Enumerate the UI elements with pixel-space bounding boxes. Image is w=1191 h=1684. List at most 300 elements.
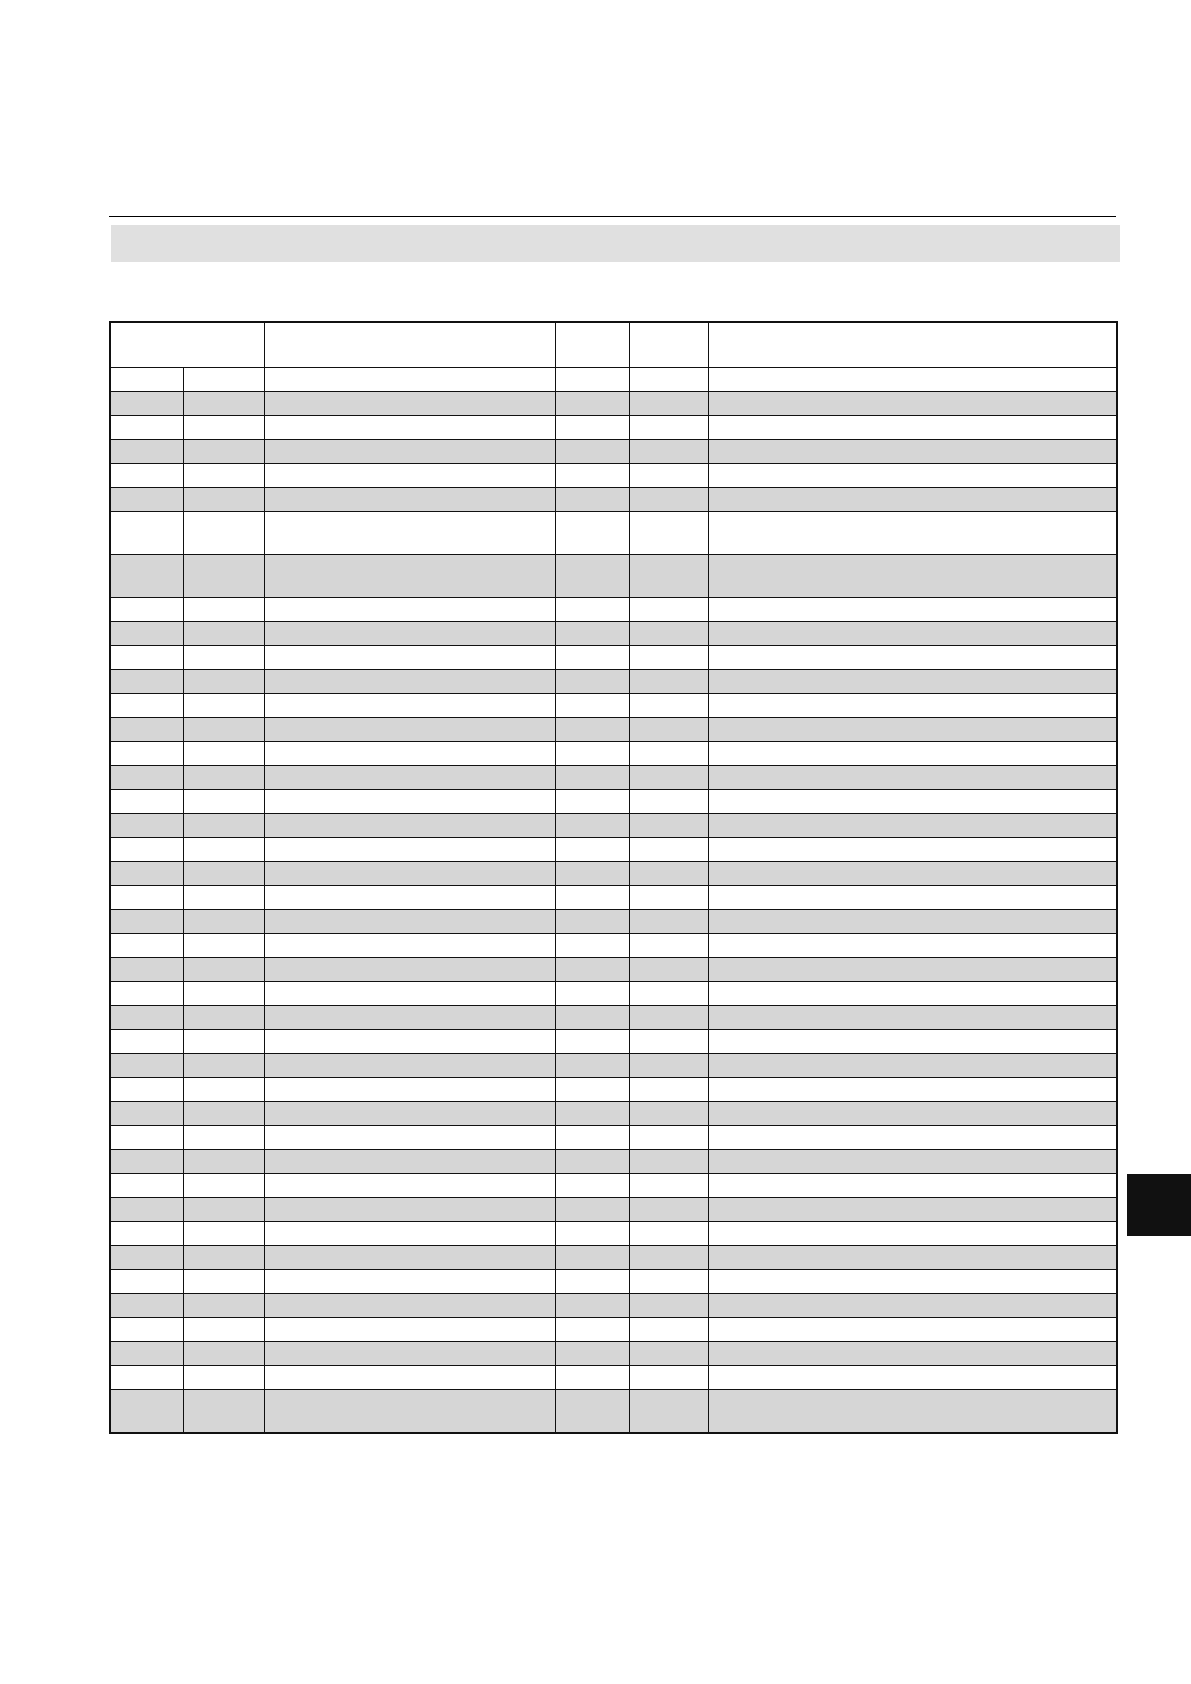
table-cell [555, 1390, 629, 1434]
table-cell [708, 598, 1117, 622]
table-cell [629, 838, 708, 862]
table-cell [264, 718, 555, 742]
table-cell [264, 1246, 555, 1270]
table-row [110, 694, 1117, 718]
table-row [110, 1150, 1117, 1174]
table-cell [555, 958, 629, 982]
table-cell [708, 838, 1117, 862]
table-cell [629, 1222, 708, 1246]
table-cell [264, 416, 555, 440]
table-cell [708, 1222, 1117, 1246]
data-table [109, 321, 1118, 1434]
table-cell [110, 1102, 183, 1126]
table-cell [110, 982, 183, 1006]
table-cell [183, 1342, 264, 1366]
table-cell [110, 1198, 183, 1222]
table-cell [183, 958, 264, 982]
table-cell [110, 1270, 183, 1294]
table-cell [110, 368, 183, 392]
table-cell [264, 1078, 555, 1102]
table-cell [183, 440, 264, 464]
table-cell [110, 742, 183, 766]
table-row [110, 512, 1117, 555]
table-row [110, 416, 1117, 440]
table-row [110, 934, 1117, 958]
table-cell [183, 694, 264, 718]
table-row [110, 1078, 1117, 1102]
table-cell [110, 512, 183, 555]
table-cell [110, 416, 183, 440]
table-cell [555, 766, 629, 790]
table-cell [183, 1150, 264, 1174]
table-row [110, 622, 1117, 646]
table-row [110, 1390, 1117, 1434]
table-cell [183, 1030, 264, 1054]
table-cell [629, 886, 708, 910]
table-cell [183, 1270, 264, 1294]
table-cell [110, 1342, 183, 1366]
table-row [110, 392, 1117, 416]
table-cell [555, 1318, 629, 1342]
table-cell [555, 670, 629, 694]
table-cell [555, 1222, 629, 1246]
table-cell [708, 742, 1117, 766]
top-rule [109, 216, 1116, 217]
table-cell [708, 1366, 1117, 1390]
table-row [110, 1246, 1117, 1270]
table-cell [708, 982, 1117, 1006]
table-cell [264, 646, 555, 670]
table-cell [264, 440, 555, 464]
table-row [110, 440, 1117, 464]
table-cell [629, 910, 708, 934]
table-cell [708, 910, 1117, 934]
table-cell [264, 1270, 555, 1294]
table-cell [555, 1078, 629, 1102]
table-row [110, 1270, 1117, 1294]
table-cell [264, 790, 555, 814]
table-cell [183, 1126, 264, 1150]
table-cell [264, 488, 555, 512]
table-cell [629, 512, 708, 555]
table-cell [264, 392, 555, 416]
table-cell [708, 1030, 1117, 1054]
table-cell [264, 1006, 555, 1030]
table-cell [555, 982, 629, 1006]
table-row [110, 598, 1117, 622]
table-body [110, 368, 1117, 1434]
table-cell [183, 766, 264, 790]
table-cell [110, 392, 183, 416]
table-cell [708, 886, 1117, 910]
table-row [110, 718, 1117, 742]
table-cell [708, 512, 1117, 555]
table-cell [629, 718, 708, 742]
table-cell [183, 670, 264, 694]
table-cell [555, 555, 629, 598]
table-cell [110, 958, 183, 982]
table-cell [629, 766, 708, 790]
table-cell [264, 368, 555, 392]
table-cell [629, 1078, 708, 1102]
table-row [110, 1054, 1117, 1078]
table-cell [555, 416, 629, 440]
table-cell [264, 910, 555, 934]
table-cell [708, 1054, 1117, 1078]
table-cell [183, 392, 264, 416]
table-cell [264, 598, 555, 622]
table-cell [110, 1174, 183, 1198]
table-cell [629, 598, 708, 622]
table-cell [110, 1078, 183, 1102]
table-cell [183, 886, 264, 910]
table-cell [708, 1150, 1117, 1174]
table-row [110, 886, 1117, 910]
table-cell [183, 512, 264, 555]
table-cell [708, 555, 1117, 598]
table-cell [555, 1102, 629, 1126]
table-cell [629, 862, 708, 886]
table-cell [555, 1366, 629, 1390]
table-cell [183, 742, 264, 766]
table-cell [629, 1054, 708, 1078]
table-cell [629, 1270, 708, 1294]
table-cell [183, 838, 264, 862]
table-cell [183, 1222, 264, 1246]
table-row [110, 1318, 1117, 1342]
table-cell [555, 1270, 629, 1294]
table-cell [183, 814, 264, 838]
table-cell [110, 646, 183, 670]
table-cell [555, 512, 629, 555]
table-cell [183, 1366, 264, 1390]
table-cell [110, 790, 183, 814]
table-cell [708, 392, 1117, 416]
table-cell [629, 1390, 708, 1434]
table-cell [629, 555, 708, 598]
table-cell [708, 1294, 1117, 1318]
header-cell [629, 322, 708, 368]
table-cell [183, 718, 264, 742]
table-cell [110, 718, 183, 742]
table-cell [555, 1006, 629, 1030]
table-cell [708, 670, 1117, 694]
table-row [110, 1174, 1117, 1198]
table-cell [555, 1030, 629, 1054]
table-cell [183, 555, 264, 598]
table-cell [708, 790, 1117, 814]
table-cell [183, 1390, 264, 1434]
table-cell [264, 694, 555, 718]
header-cell [110, 322, 264, 368]
table-cell [110, 1318, 183, 1342]
table-cell [555, 1294, 629, 1318]
table-cell [555, 742, 629, 766]
table-row [110, 646, 1117, 670]
header-cell [555, 322, 629, 368]
table-cell [110, 1222, 183, 1246]
table-cell [110, 1006, 183, 1030]
table-cell [264, 838, 555, 862]
table-row [110, 910, 1117, 934]
table-cell [183, 1246, 264, 1270]
table-cell [629, 670, 708, 694]
table-cell [629, 1294, 708, 1318]
table-row [110, 1126, 1117, 1150]
table-row [110, 368, 1117, 392]
table-cell [264, 1126, 555, 1150]
table-cell [183, 910, 264, 934]
table-cell [183, 622, 264, 646]
table-cell [629, 1246, 708, 1270]
table-cell [555, 440, 629, 464]
table-cell [110, 1294, 183, 1318]
table-cell [708, 1318, 1117, 1342]
data-table-container [109, 321, 1118, 1434]
header-cell [264, 322, 555, 368]
table-cell [555, 392, 629, 416]
table-cell [708, 958, 1117, 982]
table-row [110, 982, 1117, 1006]
table-cell [264, 1174, 555, 1198]
section-title-band [111, 225, 1120, 262]
table-cell [708, 934, 1117, 958]
table-cell [629, 1150, 708, 1174]
table-row [110, 814, 1117, 838]
table-row [110, 555, 1117, 598]
table-row [110, 1030, 1117, 1054]
table-cell [183, 1054, 264, 1078]
table-row [110, 1222, 1117, 1246]
table-cell [629, 1102, 708, 1126]
table-cell [264, 982, 555, 1006]
table-cell [110, 1126, 183, 1150]
table-cell [264, 1150, 555, 1174]
table-cell [183, 1006, 264, 1030]
table-cell [708, 1102, 1117, 1126]
table-cell [264, 1102, 555, 1126]
table-cell [555, 488, 629, 512]
table-cell [110, 814, 183, 838]
table-cell [264, 814, 555, 838]
table-cell [110, 886, 183, 910]
table-cell [110, 598, 183, 622]
table-cell [183, 464, 264, 488]
table-cell [264, 670, 555, 694]
table-row [110, 742, 1117, 766]
table-cell [183, 790, 264, 814]
table-cell [708, 694, 1117, 718]
table-cell [264, 1390, 555, 1434]
table-cell [183, 1198, 264, 1222]
table-cell [183, 934, 264, 958]
table-cell [629, 814, 708, 838]
table-cell [708, 814, 1117, 838]
table-cell [264, 958, 555, 982]
table-cell [708, 368, 1117, 392]
table-cell [629, 1366, 708, 1390]
table-cell [555, 646, 629, 670]
table-cell [264, 1294, 555, 1318]
table-cell [110, 1390, 183, 1434]
table-cell [555, 814, 629, 838]
table-cell [264, 1318, 555, 1342]
table-cell [555, 598, 629, 622]
table-cell [110, 440, 183, 464]
table-cell [629, 464, 708, 488]
table-cell [110, 694, 183, 718]
table-cell [264, 742, 555, 766]
table-cell [555, 886, 629, 910]
table-cell [555, 1342, 629, 1366]
table-row [110, 766, 1117, 790]
table-cell [110, 862, 183, 886]
table-cell [629, 488, 708, 512]
table-cell [555, 1246, 629, 1270]
table-cell [183, 1294, 264, 1318]
table-cell [708, 416, 1117, 440]
table-cell [183, 646, 264, 670]
table-cell [264, 464, 555, 488]
table-cell [110, 934, 183, 958]
table-cell [183, 1078, 264, 1102]
table-cell [708, 622, 1117, 646]
table-cell [264, 1030, 555, 1054]
table-cell [183, 488, 264, 512]
side-tab-marker [1127, 1174, 1191, 1236]
table-cell [264, 862, 555, 886]
table-cell [629, 1198, 708, 1222]
table-cell [110, 1246, 183, 1270]
table-cell [629, 1174, 708, 1198]
table-cell [555, 368, 629, 392]
table-row [110, 790, 1117, 814]
table-row [110, 1342, 1117, 1366]
table-cell [629, 1006, 708, 1030]
table-cell [629, 622, 708, 646]
table-cell [629, 1318, 708, 1342]
table-cell [708, 1078, 1117, 1102]
header-cell [708, 322, 1117, 368]
table-cell [264, 766, 555, 790]
table-cell [183, 368, 264, 392]
table-cell [555, 934, 629, 958]
table-cell [110, 838, 183, 862]
table-cell [555, 862, 629, 886]
table-cell [183, 982, 264, 1006]
table-cell [555, 1054, 629, 1078]
table-cell [110, 766, 183, 790]
table-cell [110, 622, 183, 646]
table-cell [555, 790, 629, 814]
table-cell [555, 910, 629, 934]
table-cell [708, 464, 1117, 488]
table-cell [110, 488, 183, 512]
table-row [110, 464, 1117, 488]
table-cell [555, 464, 629, 488]
table-row [110, 862, 1117, 886]
table-cell [264, 1054, 555, 1078]
table-cell [708, 1006, 1117, 1030]
table-cell [264, 886, 555, 910]
table-cell [629, 742, 708, 766]
table-cell [264, 1342, 555, 1366]
table-cell [708, 1246, 1117, 1270]
table-cell [708, 1270, 1117, 1294]
table-cell [629, 958, 708, 982]
table-row [110, 1006, 1117, 1030]
table-cell [629, 1342, 708, 1366]
table-cell [264, 512, 555, 555]
table-cell [708, 646, 1117, 670]
table-cell [708, 488, 1117, 512]
table-cell [110, 670, 183, 694]
table-cell [629, 440, 708, 464]
table-cell [555, 1198, 629, 1222]
table-cell [708, 1390, 1117, 1434]
table-row [110, 488, 1117, 512]
table-cell [110, 910, 183, 934]
table-cell [110, 1366, 183, 1390]
table-cell [555, 1150, 629, 1174]
table-cell [183, 1174, 264, 1198]
table-row [110, 1366, 1117, 1390]
table-cell [110, 1054, 183, 1078]
table-cell [110, 555, 183, 598]
table-cell [629, 416, 708, 440]
table-cell [629, 694, 708, 718]
table-header-row [110, 322, 1117, 368]
table-cell [555, 718, 629, 742]
table-cell [264, 555, 555, 598]
table-row [110, 1102, 1117, 1126]
table-cell [629, 1126, 708, 1150]
table-cell [183, 416, 264, 440]
table-cell [183, 862, 264, 886]
table-cell [629, 790, 708, 814]
table-cell [110, 464, 183, 488]
table-cell [708, 1198, 1117, 1222]
table-cell [708, 1342, 1117, 1366]
table-row [110, 1294, 1117, 1318]
table-cell [183, 1102, 264, 1126]
table-row [110, 838, 1117, 862]
table-cell [110, 1030, 183, 1054]
table-cell [555, 622, 629, 646]
table-cell [264, 1222, 555, 1246]
table-cell [629, 646, 708, 670]
table-cell [555, 1126, 629, 1150]
table-cell [708, 718, 1117, 742]
table-cell [708, 862, 1117, 886]
table-cell [110, 1150, 183, 1174]
table-row [110, 958, 1117, 982]
table-row [110, 1198, 1117, 1222]
table-cell [629, 982, 708, 1006]
table-cell [264, 622, 555, 646]
table-cell [708, 1126, 1117, 1150]
table-cell [708, 1174, 1117, 1198]
table-cell [629, 1030, 708, 1054]
table-cell [629, 392, 708, 416]
table-cell [708, 440, 1117, 464]
table-cell [555, 1174, 629, 1198]
table-cell [555, 838, 629, 862]
table-cell [264, 934, 555, 958]
table-cell [264, 1366, 555, 1390]
table-cell [629, 934, 708, 958]
table-cell [708, 766, 1117, 790]
